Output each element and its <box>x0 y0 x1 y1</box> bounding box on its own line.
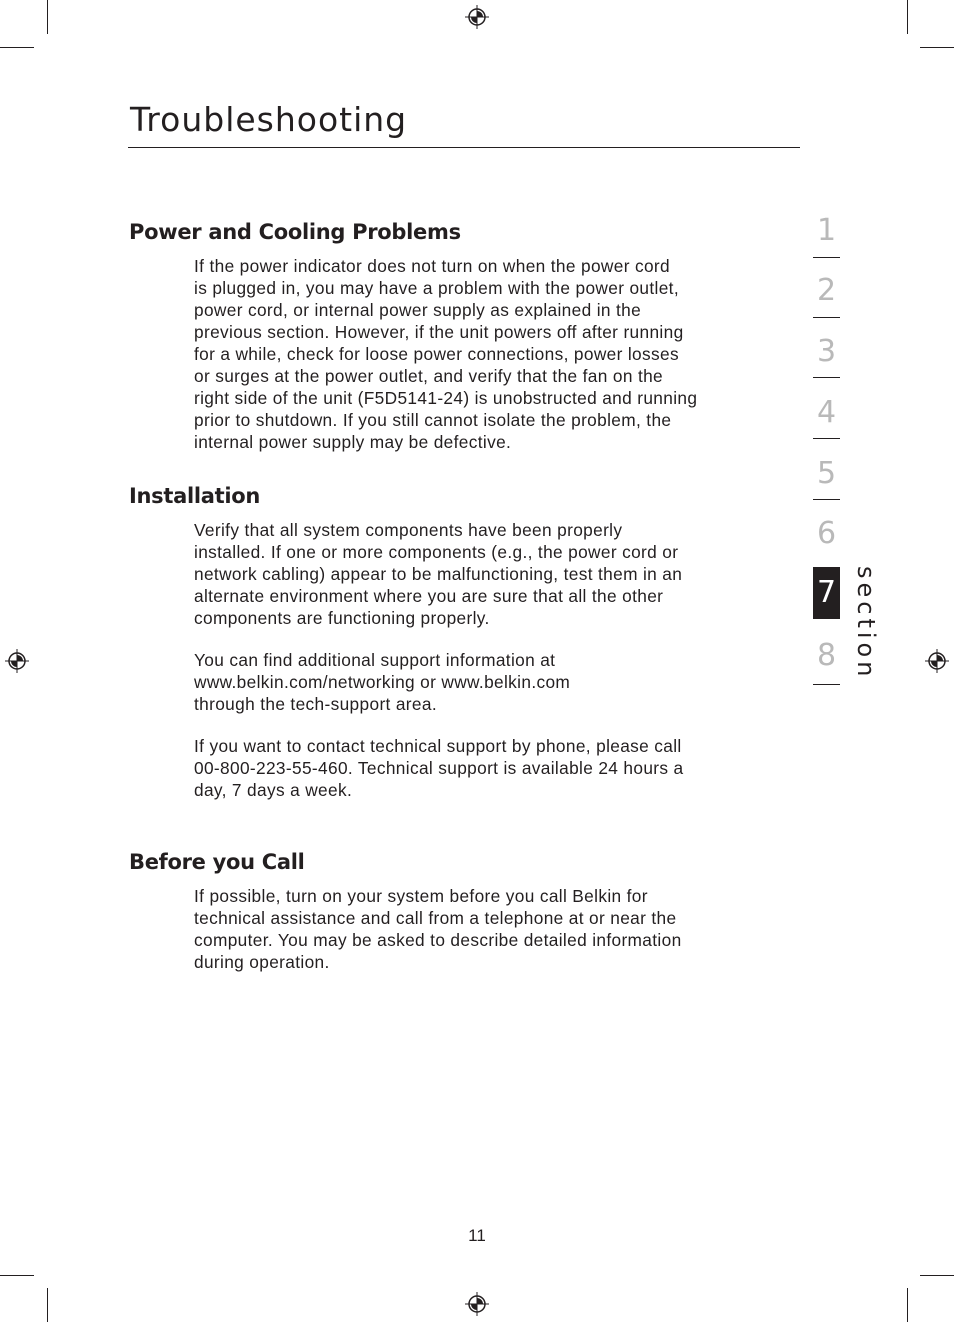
title-divider <box>128 147 800 148</box>
paragraph-power-cooling: If the power indicator does not turn on when the power cord is plugged in, you may have a problem with the power outlet, power cord, or internal power supply as explained in the previous section. However, if the unit powers off after running for a while, check for loose power connections, power losses or surges at the power outlet, and verify that the fan on the right side of the unit (F5D5141-24) is unobstructed and running prior to shutdown. If you still cannot isolate the problem, the internal power supply may be defective. <box>194 256 698 452</box>
section-nav-7-active: 7 <box>813 567 840 619</box>
heading-power-cooling: Power and Cooling Problems <box>129 220 461 244</box>
section-nav-2: 2 <box>816 273 837 308</box>
section-nav-rule <box>813 317 840 318</box>
section-nav-rule <box>813 499 840 500</box>
section-nav-rule <box>813 684 840 685</box>
crop-mark-top-right-h <box>920 47 954 48</box>
section-nav-rule <box>813 438 840 439</box>
section-nav-rule <box>813 377 840 378</box>
heading-before-you-call: Before you Call <box>129 850 305 874</box>
page-title: Troubleshooting <box>130 100 408 139</box>
section-nav-rule <box>813 257 840 258</box>
section-nav-6: 6 <box>816 516 837 551</box>
paragraph-installation-support-phone: If you want to contact technical support by phone, please call 00-800-223-55-460. Technical support is available 24 hours a day, 7 days a week. <box>194 736 684 800</box>
registration-mark-top-icon <box>464 4 490 30</box>
registration-mark-right-icon <box>924 648 950 674</box>
section-nav-3: 3 <box>816 334 837 369</box>
page-number: 11 <box>468 1226 486 1245</box>
registration-mark-left-icon <box>4 648 30 674</box>
crop-mark-bottom-right-v <box>907 1288 908 1322</box>
registration-mark-bottom-icon <box>464 1291 490 1317</box>
heading-installation: Installation <box>129 484 261 508</box>
section-nav-1: 1 <box>816 213 837 248</box>
crop-mark-bottom-right-h <box>920 1275 954 1276</box>
crop-mark-bottom-left-h <box>0 1275 34 1276</box>
section-nav-8: 8 <box>816 638 837 673</box>
crop-mark-top-left-h <box>0 47 34 48</box>
paragraph-before-you-call: If possible, turn on your system before you call Belkin for technical assistance and call from a telephone at or near the computer. You may be asked to describe detailed information during operation. <box>194 886 682 972</box>
crop-mark-bottom-left-v <box>47 1288 48 1322</box>
paragraph-installation-verify: Verify that all system components have been properly installed. If one or more components (e.g., the power cord or network cabling) appear to be malfunctioning, test them in an alternate environment where you are sure that all the other components are functioning properly. <box>194 520 683 628</box>
paragraph-installation-support-web: You can find additional support information at www.belkin.com/networking or www.belkin.com through the tech-support area. <box>194 650 571 714</box>
section-nav-5: 5 <box>816 456 837 491</box>
section-label: section <box>852 566 880 681</box>
crop-mark-top-right-v <box>907 0 908 34</box>
crop-mark-top-left-v <box>47 0 48 34</box>
section-nav-4: 4 <box>816 395 837 430</box>
